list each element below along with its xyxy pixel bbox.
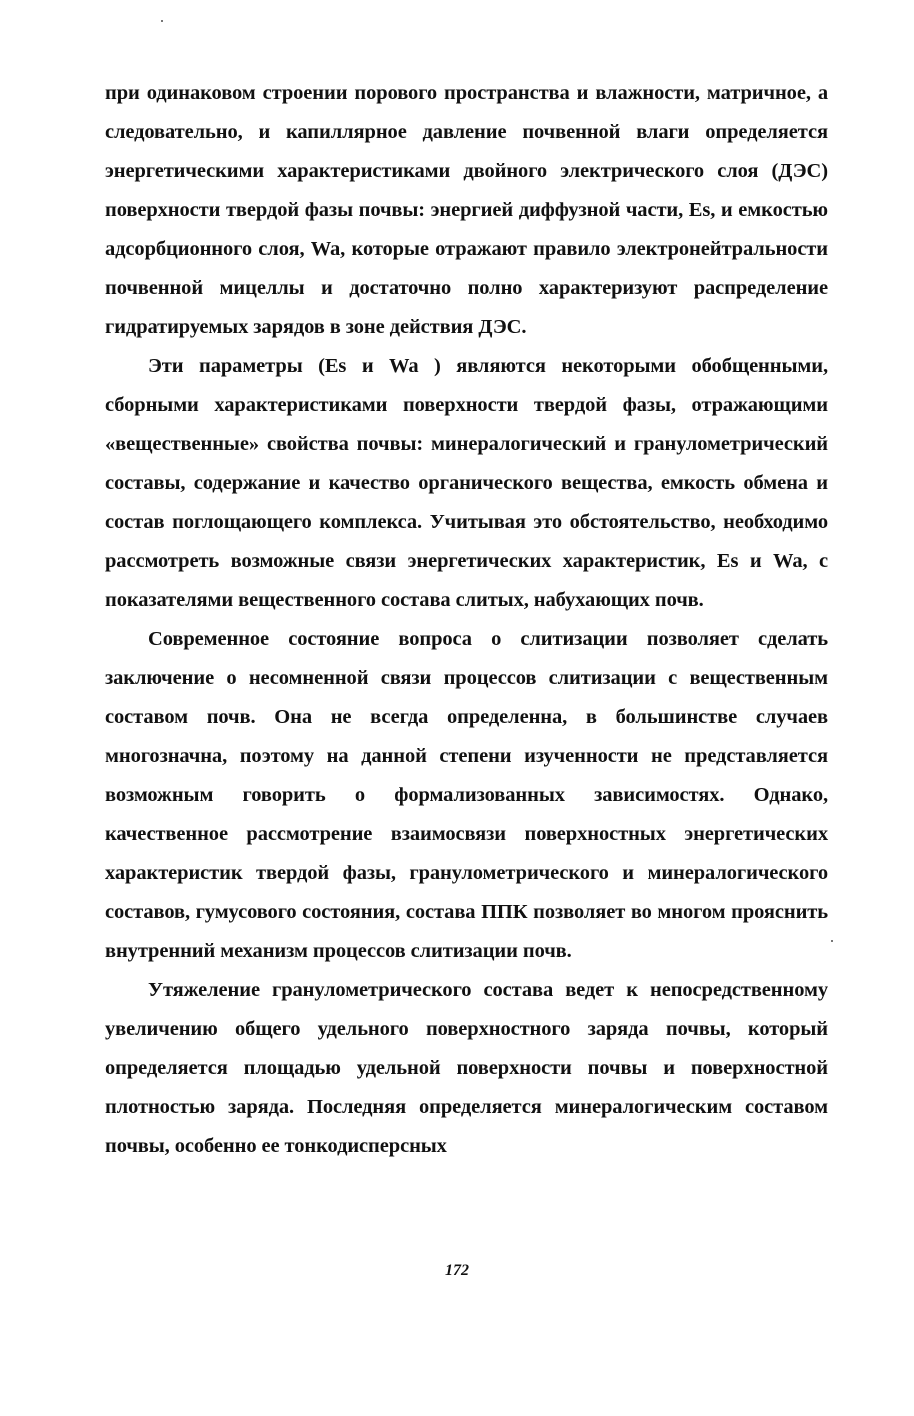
paragraph-4: Утяжеление гранулометрического состава ведет к непосредственному увеличению общего удельного поверхностного заряда почвы, который определяется площадью удельной поверхности почвы и поверхностной плотностью заряда. Последняя определяется минералогическим составом почвы, особенно ее тонкодисперсных	[105, 979, 828, 1157]
scan-speck	[831, 940, 833, 942]
scan-speck	[161, 20, 163, 22]
body-text	[105, 74, 828, 1166]
paragraph-1: при одинаковом строении порового пространства и влажности, матричное, а следовательно, и капиллярное давление почвенной влаги определяется энергетическими характеристиками двойного электрического слоя (ДЭС) поверхности твердой фазы почвы: энергией диффузной части, Es, и емкостью адсорбционного слоя, Wa, которые отражают правило электронейтральности почвенной мицеллы и достаточно полно характеризуют распределение гидратируемых зарядов в зоне действия ДЭС.	[105, 82, 828, 338]
paragraph-3: Современное состояние вопроса о слитизации позволяет сделать заключение о несомненной связи процессов слитизации с вещественным составом почв. Она не всегда определенна, в большинстве случаев многозначна, поэтому на данной степени изученности не представляется возможным говорить о формализованных зависимостях. Однако, качественное рассмотрение взаимосвязи поверхностных энергетических характеристик твердой фазы, гранулометрического и минералогического составов, гумусового состояния, состава ППК позволяет во многом прояснить внутренний механизм процессов слитизации почв.	[105, 628, 828, 962]
page-number: 172	[445, 1262, 469, 1279]
paragraph-2: Эти параметры (Es и Wa ) являются некоторыми обобщенными, сборными характеристиками поверхности твердой фазы, отражающими «вещественные» свойства почвы: минералогический и гранулометрический составы, содержание и качество органического вещества, емкость обмена и состав поглощающего комплекса. Учитывая это обстоятельство, необходимо рассмотреть возможные связи энергетических характеристик, Es и Wa, с показателями вещественного состава слитых, набухающих почв.	[105, 355, 828, 611]
